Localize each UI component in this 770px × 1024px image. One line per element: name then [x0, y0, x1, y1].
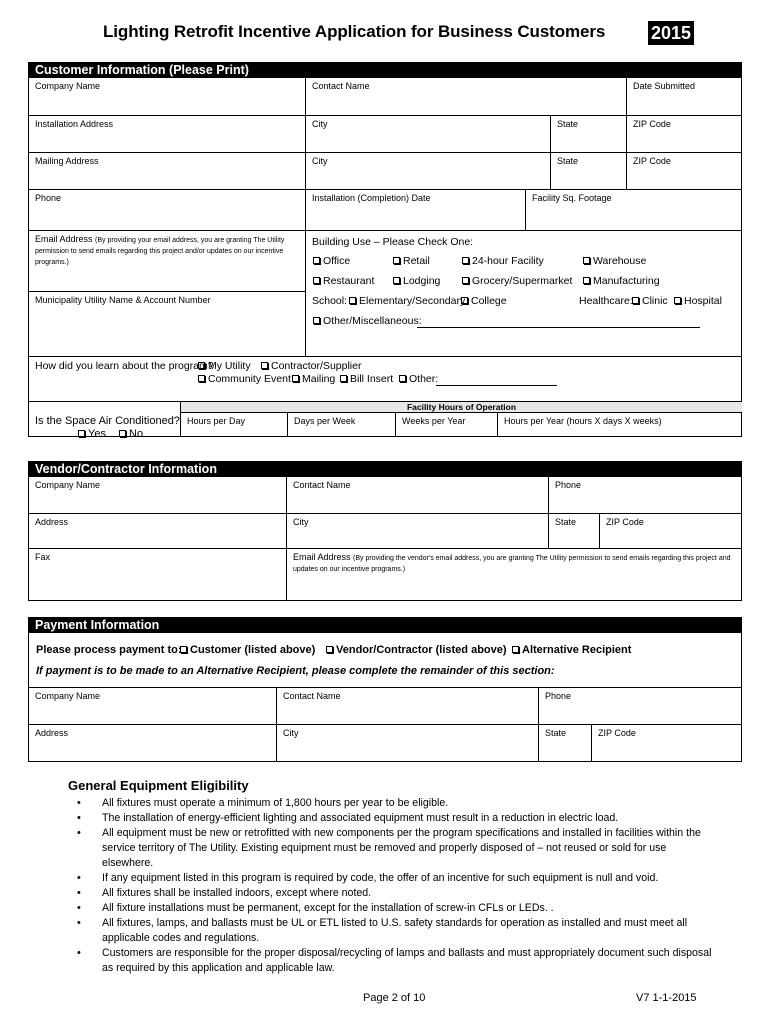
- ac-no[interactable]: No: [118, 428, 143, 440]
- customer-phone-field[interactable]: Phone: [29, 190, 306, 231]
- option-elementary[interactable]: Elementary/Secondary: [348, 295, 465, 307]
- checkbox-icon[interactable]: [399, 375, 406, 382]
- payment-state-field[interactable]: State: [539, 725, 592, 762]
- checkbox-icon[interactable]: [674, 297, 681, 304]
- customer-contact-name-field[interactable]: Contact Name: [306, 78, 627, 116]
- customer-date-submitted-field[interactable]: Date Submitted: [627, 78, 742, 116]
- learn-option-mailing[interactable]: Mailing: [291, 373, 335, 385]
- eligibility-rule: • All fixtures shall be installed indoors, except where noted.: [75, 886, 715, 901]
- learn-option-bill-insert[interactable]: Bill Insert: [339, 373, 393, 385]
- payment-option-alternative[interactable]: Alternative Recipient: [511, 644, 631, 656]
- eligibility-rule: • All fixture installations must be permanent, except for the installation of screw-in CFLs or LEDs. .: [75, 901, 715, 916]
- customer-section: [28, 62, 742, 440]
- checkbox-icon[interactable]: [292, 375, 299, 382]
- vendor-email-field[interactable]: Email Address (By providing the vendor's email address, you are granting The Utility permission to send emails regarding this project and updates on our incentive programs.): [293, 552, 731, 573]
- customer-city-field[interactable]: City: [306, 116, 551, 153]
- checkbox-icon[interactable]: [461, 297, 468, 304]
- learn-option-other[interactable]: Other:: [398, 373, 438, 385]
- hours-per-day-field[interactable]: Hours per Day: [181, 413, 288, 437]
- learn-option-event[interactable]: Community Event: [197, 373, 291, 385]
- payment-contact-name-field[interactable]: Contact Name: [277, 687, 539, 725]
- ac-question-cell: [29, 401, 181, 440]
- option-warehouse[interactable]: Warehouse: [582, 255, 646, 267]
- building-use-group: [306, 231, 742, 357]
- checkbox-icon[interactable]: [261, 362, 268, 369]
- customer-mailing-zip-field[interactable]: ZIP Code: [627, 153, 742, 190]
- option-retail[interactable]: Retail: [392, 255, 430, 267]
- payment-city-field[interactable]: City: [277, 725, 539, 762]
- vendor-company-name-field[interactable]: Company Name: [29, 477, 287, 514]
- checkbox-icon[interactable]: [180, 646, 187, 653]
- option-manufacturing[interactable]: Manufacturing: [582, 275, 660, 287]
- ac-yes[interactable]: Yes: [77, 428, 106, 440]
- checkbox-icon[interactable]: [393, 277, 400, 284]
- checkbox-icon[interactable]: [198, 362, 205, 369]
- option-college[interactable]: College: [460, 295, 507, 307]
- checkbox-icon[interactable]: [512, 646, 519, 653]
- payment-phone-field[interactable]: Phone: [539, 687, 742, 725]
- year-badge: 2015: [648, 21, 694, 45]
- vendor-zip-field[interactable]: ZIP Code: [600, 514, 742, 549]
- eligibility-rule: • Customers are responsible for the proper disposal/recycling of lamps and ballasts and must appropriately document such disposal as required by this application and applicable law.: [75, 946, 715, 976]
- checkbox-icon[interactable]: [340, 375, 347, 382]
- learn-option-utility[interactable]: My Utility: [197, 360, 251, 372]
- facility-hours-header: Facility Hours of Operation: [181, 401, 742, 413]
- option-office[interactable]: Office: [312, 255, 350, 267]
- payment-zip-field[interactable]: ZIP Code: [598, 728, 636, 738]
- learn-option-contractor[interactable]: Contractor/Supplier: [260, 360, 361, 372]
- checkbox-icon[interactable]: [326, 646, 333, 653]
- customer-grid: [28, 78, 742, 440]
- checkbox-icon[interactable]: [349, 297, 356, 304]
- checkbox-icon[interactable]: [313, 277, 320, 284]
- checkbox-icon[interactable]: [198, 375, 205, 382]
- vendor-fax-field[interactable]: Fax: [29, 549, 287, 601]
- checkbox-icon[interactable]: [583, 257, 590, 264]
- learn-question: How did you learn about the program?: [35, 360, 214, 372]
- vendor-state-field[interactable]: State: [549, 514, 600, 549]
- payment-option-vendor[interactable]: Vendor/Contractor (listed above): [325, 644, 507, 656]
- eligibility-heading: General Equipment Eligibility: [68, 778, 249, 793]
- school-label: School:: [312, 295, 348, 307]
- customer-mailing-address-field[interactable]: Mailing Address: [29, 153, 306, 190]
- vendor-phone-field[interactable]: Phone: [549, 477, 742, 514]
- checkbox-icon[interactable]: [583, 277, 590, 284]
- eligibility-rule: • If any equipment listed in this program is required by code, the offer of an incentive for such equipment is null and void.: [75, 871, 715, 886]
- customer-municipality-field[interactable]: Municipality Utility Name & Account Number: [29, 292, 306, 357]
- customer-email-field[interactable]: Email Address (By providing your email address, you are granting The Utility permission to send emails regarding this project and/or updates on our incentive programs.): [29, 231, 306, 292]
- page-title: Lighting Retrofit Incentive Application for Business Customers: [103, 22, 606, 41]
- eligibility-rule: • All fixtures must operate a minimum of 1,800 hours per year to be eligible.: [75, 796, 715, 811]
- vendor-contact-name-field[interactable]: Contact Name: [287, 477, 549, 514]
- customer-company-name-field[interactable]: Company Name: [29, 78, 306, 116]
- payment-option-customer[interactable]: Customer (listed above): [179, 644, 315, 656]
- eligibility-rule: • The installation of energy-efficient lighting and associated equipment must result in a reduction in electric load.: [75, 811, 715, 826]
- page-number: Page 2 of 10: [363, 992, 426, 1004]
- vendor-section: [28, 461, 742, 601]
- customer-mailing-city-field[interactable]: City: [306, 153, 551, 190]
- eligibility-rules: [75, 796, 715, 976]
- days-per-week-field[interactable]: Days per Week: [288, 413, 396, 437]
- checkbox-icon[interactable]: [313, 317, 320, 324]
- checkbox-icon[interactable]: [462, 257, 469, 264]
- customer-installation-address-field[interactable]: Installation Address: [29, 116, 306, 153]
- option-grocery[interactable]: Grocery/Supermarket: [461, 275, 572, 287]
- eligibility-rule: • All equipment must be new or retrofitted with new components per the program specifications and installed in facilities within the service territory of The Utility. Existing equipment must be removed and properly disposed of – not reused or sold for use elsewhere.: [75, 826, 715, 871]
- learn-about-group: [29, 357, 742, 401]
- option-restaurant[interactable]: Restaurant: [312, 275, 374, 287]
- ac-question: Is the Space Air Conditioned?: [35, 415, 180, 427]
- checkbox-icon[interactable]: [119, 430, 126, 437]
- option-clinic[interactable]: Clinic: [631, 295, 668, 307]
- option-hospital[interactable]: Hospital: [673, 295, 722, 307]
- building-use-heading: Building Use – Please Check One:: [312, 236, 474, 248]
- healthcare-label: Healthcare:: [579, 295, 633, 307]
- checkbox-icon[interactable]: [462, 277, 469, 284]
- eligibility-rule: • All fixtures, lamps, and ballasts must be UL or ETL listed to U.S. safety standards for operation as installed and must meet all applicable codes and regulations.: [75, 916, 715, 946]
- vendor-section-header: Vendor/Contractor Information: [28, 461, 742, 477]
- customer-completion-date-field[interactable]: Installation (Completion) Date: [306, 190, 526, 231]
- version-label: V7 1-1-2015: [636, 992, 697, 1004]
- hours-per-year-field[interactable]: Hours per Year (hours X days X weeks): [504, 416, 662, 426]
- checkbox-icon[interactable]: [632, 297, 639, 304]
- option-24hour[interactable]: 24-hour Facility: [461, 255, 544, 267]
- customer-facility-sq-footage-field[interactable]: Facility Sq. Footage: [526, 190, 742, 231]
- vendor-city-field[interactable]: City: [287, 514, 549, 549]
- payment-grid: [28, 633, 742, 762]
- payment-process-label: Please process payment to:: [36, 644, 182, 656]
- customer-state-field[interactable]: State: [551, 116, 627, 153]
- vendor-address-field[interactable]: Address: [29, 514, 287, 549]
- option-lodging[interactable]: Lodging: [392, 275, 440, 287]
- customer-section-header: Customer Information (Please Print): [28, 62, 742, 78]
- payment-section: [28, 617, 742, 762]
- option-other[interactable]: Other/Miscellaneous:: [312, 315, 422, 327]
- customer-zip-field[interactable]: ZIP Code: [627, 116, 742, 153]
- vendor-grid: [28, 477, 742, 601]
- checkbox-icon[interactable]: [393, 257, 400, 264]
- learn-other-line[interactable]: [436, 385, 557, 386]
- payment-section-header: Payment Information: [28, 617, 742, 633]
- checkbox-icon[interactable]: [78, 430, 85, 437]
- payment-alt-note: If payment is to be made to an Alternative Recipient, please complete the remainder of this section:: [36, 665, 555, 677]
- weeks-per-year-field[interactable]: Weeks per Year: [396, 413, 498, 437]
- other-line[interactable]: [417, 327, 700, 328]
- customer-mailing-state-field[interactable]: State: [551, 153, 627, 190]
- payment-company-name-field[interactable]: Company Name: [29, 687, 277, 725]
- checkbox-icon[interactable]: [313, 257, 320, 264]
- payment-address-field[interactable]: Address: [29, 725, 277, 762]
